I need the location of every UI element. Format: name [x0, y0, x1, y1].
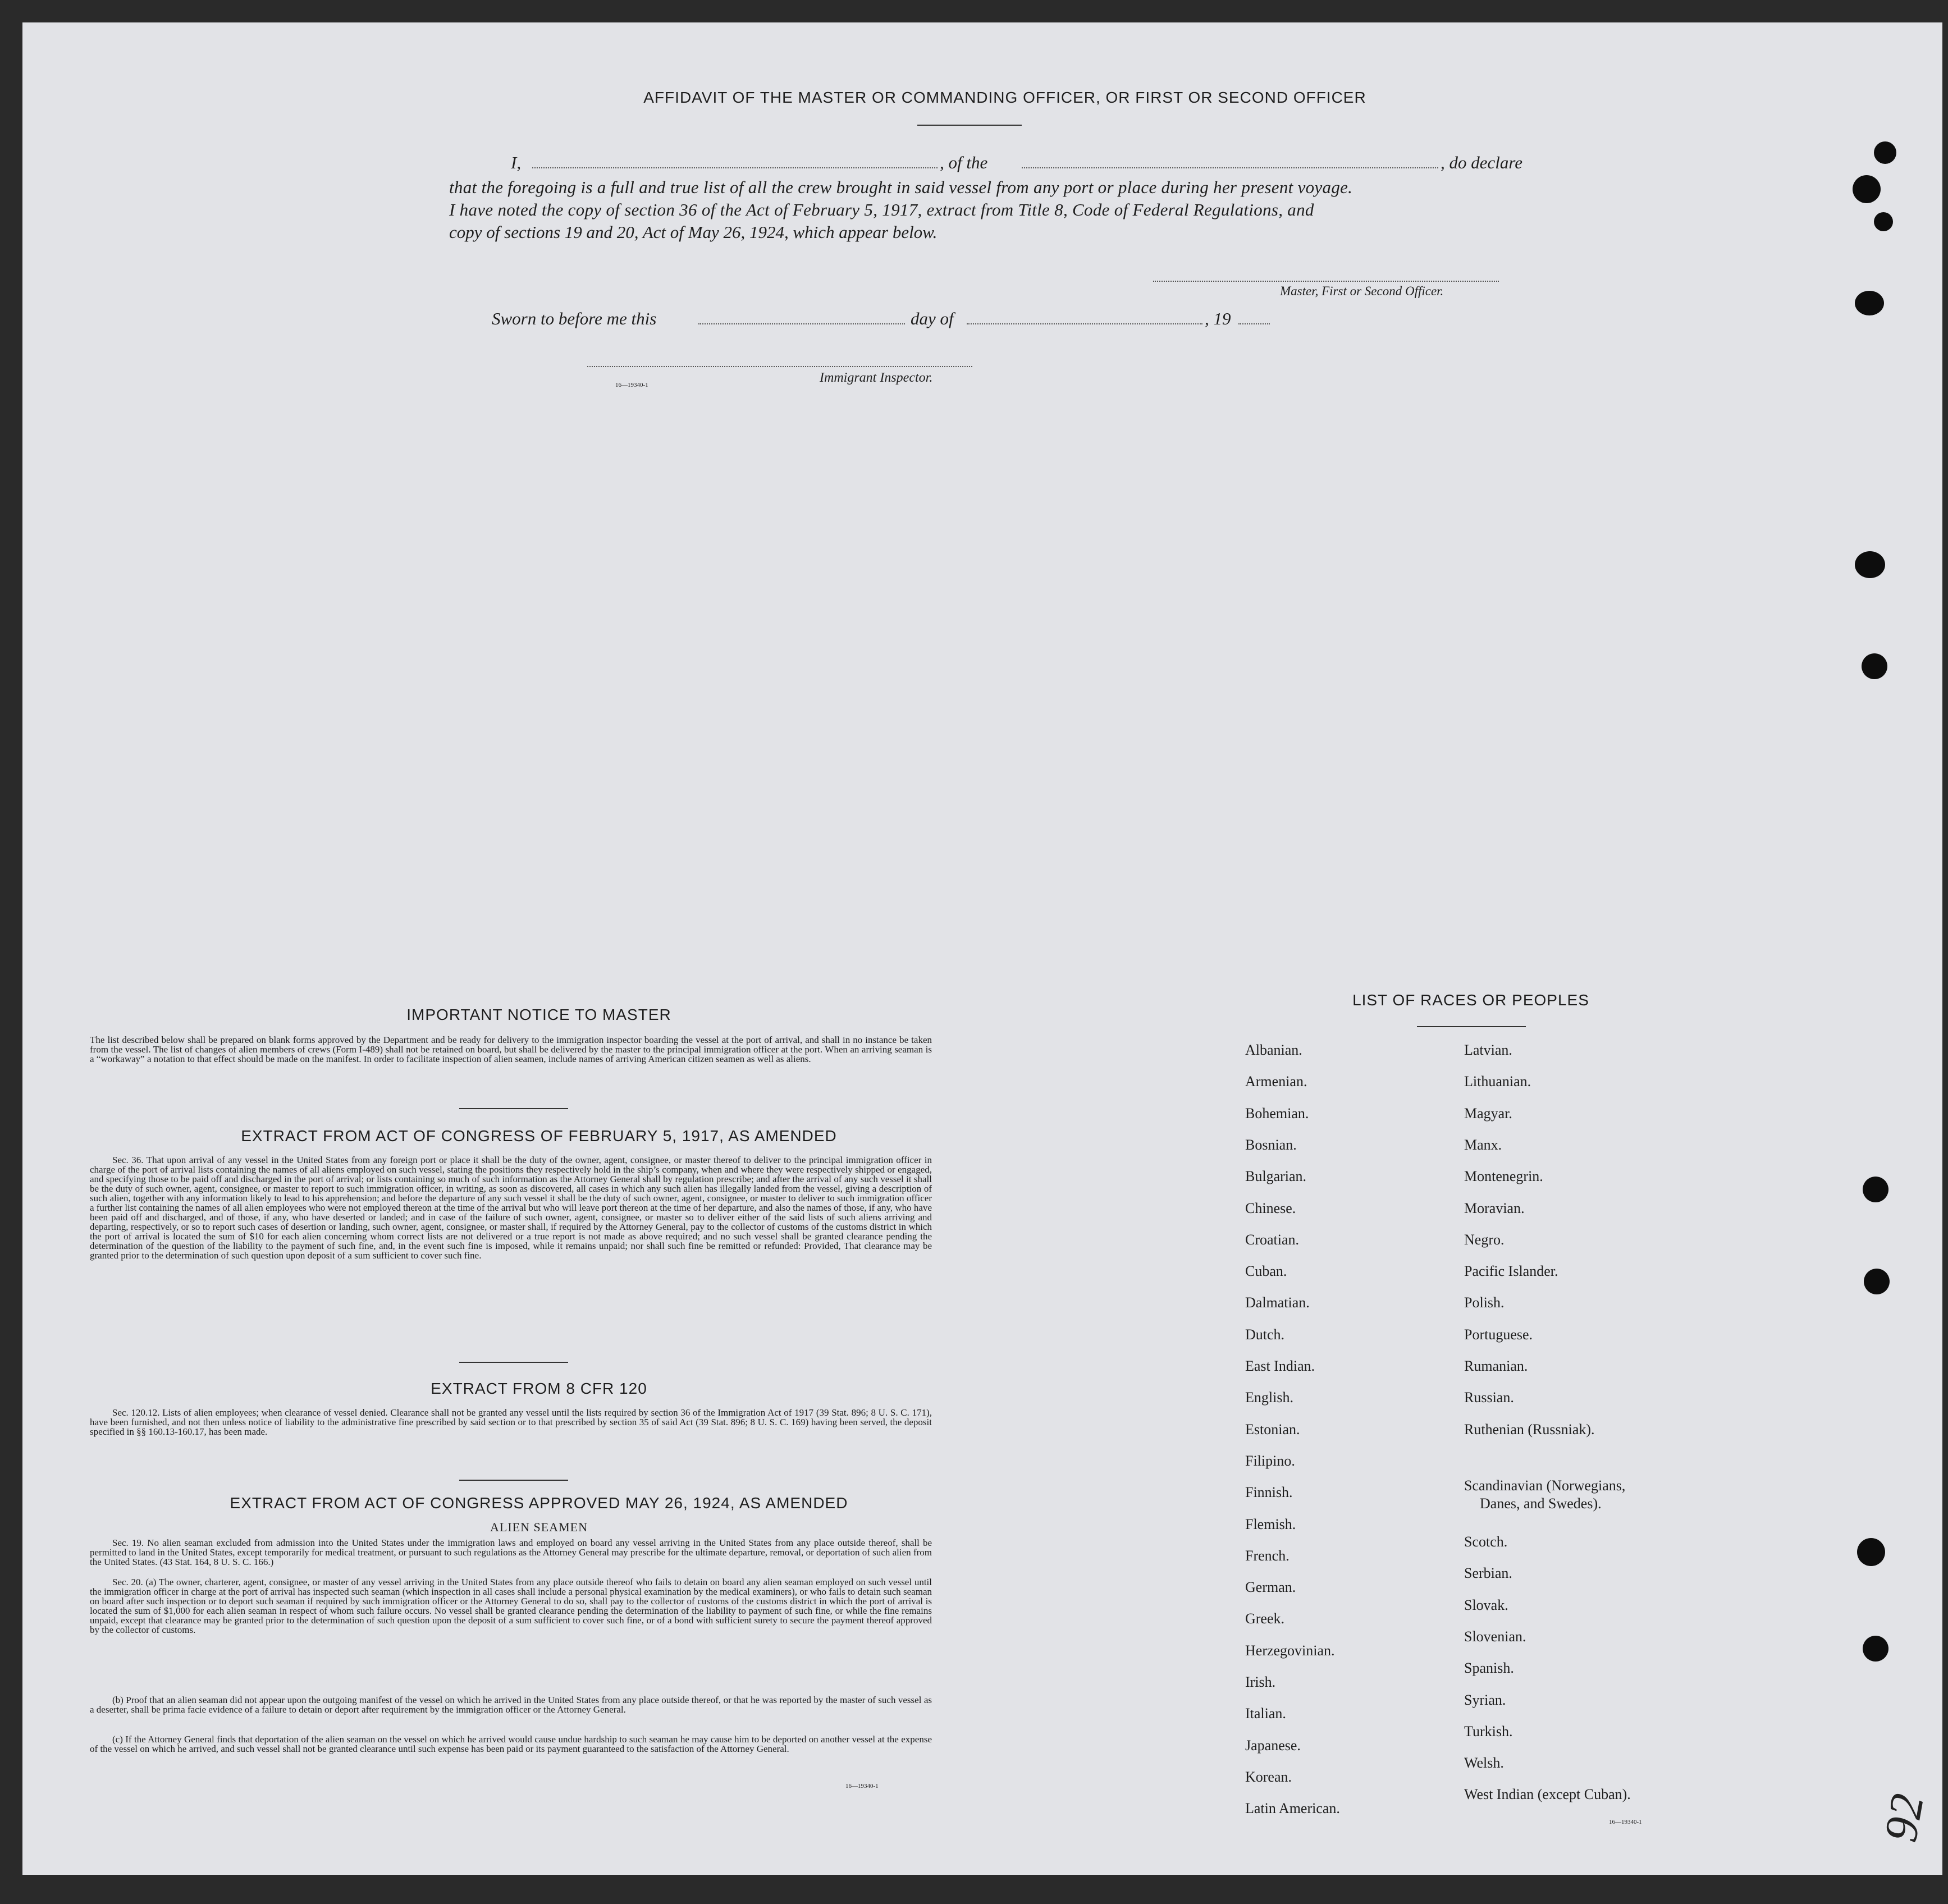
name-field[interactable]: [532, 167, 938, 168]
handwritten-page-number: 92: [1874, 1790, 1935, 1846]
race-item: Syrian.: [1464, 1691, 1506, 1708]
master-signature-line[interactable]: [1153, 281, 1499, 282]
binder-hole: [1863, 1177, 1888, 1202]
race-item: Serbian.: [1464, 1565, 1512, 1582]
race-item: Danes, and Swedes).: [1480, 1495, 1602, 1512]
race-item: Polish.: [1464, 1294, 1505, 1311]
position-field[interactable]: [1022, 167, 1438, 168]
race-item: Bohemian.: [1245, 1105, 1309, 1122]
extract-1917-title: EXTRACT FROM ACT OF CONGRESS OF FEBRUARY 5, 1917, AS AMENDED: [241, 1127, 837, 1145]
binder-hole: [1855, 291, 1884, 315]
year-label: , 19: [1205, 309, 1231, 328]
race-item: Welsh.: [1464, 1755, 1504, 1772]
race-item: Slovak.: [1464, 1596, 1508, 1613]
affidavit-line-3: I have noted the copy of section 36 of the Act of February 5, 1917, extract from Title 8, Code of Federal Regulations, and: [449, 200, 1314, 219]
affidavit-line-4: copy of sections 19 and 20, Act of May 26, 1924, which appear below.: [449, 222, 938, 242]
binder-hole: [1862, 653, 1887, 679]
race-item: Russian.: [1464, 1389, 1514, 1406]
title-underline: [917, 125, 1022, 126]
binder-hole: [1855, 551, 1885, 578]
race-item: Portuguese.: [1464, 1326, 1533, 1343]
affidavit-line-1: [483, 153, 1527, 175]
document-page: [22, 22, 1942, 1875]
sworn-line: [483, 309, 1302, 331]
extract-cfr-title: EXTRACT FROM 8 CFR 120: [431, 1380, 647, 1397]
race-item: Spanish.: [1464, 1660, 1514, 1677]
sec-20a-text: Sec. 20. (a) The owner, charterer, agent, consignee, or master of any vessel arriving in the United States from any place outside thereof who fails to detain on board any alien seaman employed on such vessel until the immigration officer in charge at the port of arrival has inspected such seaman (which inspection in all cases shall include a personal physical examination by the medical examiners), or who fails to detain such seaman on board after such inspection or to deport such seaman if required by such immigration officer or the Attorney General to do so, shall pay to the collector of customs of the customs district in which the port of arrival is located the sum of $1,000 for each alien seaman in respect of whom such failure occurs. No vessel shall be granted clearance pending the determination of the liability to payment of such fine, or while the fine remains unpaid, except that clearance may be granted prior to the determination of such question upon the deposit of a sum sufficient to cover such fine, or of a bond with sufficient surety to secure the payment thereof approved by the collector of customs.: [90, 1577, 932, 1635]
race-item: Chinese.: [1245, 1200, 1296, 1216]
race-item: Cuban.: [1245, 1263, 1287, 1280]
race-item: Slovenian.: [1464, 1628, 1526, 1645]
race-item: Manx.: [1464, 1136, 1502, 1153]
race-item: East Indian.: [1245, 1358, 1315, 1374]
race-item: Pacific Islander.: [1464, 1263, 1558, 1280]
binder-hole: [1864, 1269, 1890, 1294]
race-item: Negro.: [1464, 1231, 1505, 1248]
affidavit-title: AFFIDAVIT OF THE MASTER OR COMMANDING OFFICER, OR FIRST OR SECOND OFFICER: [643, 89, 1366, 106]
race-item: Latin American.: [1245, 1800, 1340, 1817]
race-item: Greek.: [1245, 1610, 1285, 1627]
extract-1917-divider: [459, 1362, 568, 1363]
race-item: Scotch.: [1464, 1534, 1508, 1550]
race-item: Dutch.: [1245, 1326, 1285, 1343]
race-item: Flemish.: [1245, 1516, 1296, 1532]
extract-cfr-divider: [459, 1480, 568, 1481]
race-item: German.: [1245, 1579, 1296, 1596]
race-item: Magyar.: [1464, 1105, 1512, 1122]
race-item: Rumanian.: [1464, 1358, 1528, 1374]
sworn-label: Sworn to before me this: [492, 309, 657, 328]
sec-20b-text: (b) Proof that an alien seaman did not appear upon the outgoing manifest of the vessel on which he arrived in the United States from any place outside thereof, or that he was reported by the master of such vessel as a deserter, shall be prima facie evidence of a failure to detain or deport after requirement by the immigration officer or the Attorney General.: [90, 1695, 932, 1715]
extract-cfr-text: Sec. 120.12. Lists of alien employees; when clearance of vessel denied. Clearance shall not be granted any vessel until the lists required by section 36 of the Immigration Act of 1917 (39 Stat. 896; 8 U. S. C. 171), have been furnished, and not then unless notice of liability to the administrative fine prescribed by said section or to that prescribed by section 35 of said Act (39 Stat. 896; 8 U. S. C. 169) having been served, the deposit specified in §§ 160.13-160.17, has been made.: [90, 1407, 932, 1437]
alien-seamen-subtitle: ALIEN SEAMEN: [490, 1520, 588, 1534]
inspector-label: Immigrant Inspector.: [820, 370, 933, 385]
binder-hole: [1874, 141, 1896, 164]
race-item: Filipino.: [1245, 1452, 1295, 1469]
race-item: Irish.: [1245, 1674, 1276, 1690]
race-item: Latvian.: [1464, 1042, 1512, 1058]
inspector-signature-line[interactable]: [587, 366, 972, 367]
master-signature-label: Master, First or Second Officer.: [1280, 284, 1444, 298]
sworn-month-field[interactable]: [967, 323, 1202, 324]
affidavit-declare: , do declare: [1441, 153, 1523, 172]
race-item: Montenegrin.: [1464, 1168, 1543, 1185]
race-item: West Indian (except Cuban).: [1464, 1786, 1631, 1803]
race-item: Finnish.: [1245, 1484, 1293, 1501]
race-item: Albanian.: [1245, 1042, 1302, 1058]
race-item: Croatian.: [1245, 1231, 1300, 1248]
extract-form-number: 16—19340-1: [845, 1783, 879, 1789]
race-item: French.: [1245, 1547, 1289, 1564]
affidavit-line-2: that the foregoing is a full and true list of all the crew brought in said vessel from any port or place during her present voyage.: [449, 177, 1353, 197]
race-item: Lithuanian.: [1464, 1073, 1531, 1090]
race-item: Estonian.: [1245, 1421, 1300, 1438]
day-of-label: day of: [911, 309, 954, 328]
races-title-underline: [1417, 1026, 1526, 1027]
race-item: Italian.: [1245, 1705, 1286, 1722]
sworn-day-field[interactable]: [698, 323, 905, 324]
race-item: Herzegovinian.: [1245, 1642, 1335, 1659]
race-item: English.: [1245, 1389, 1293, 1406]
race-item: Turkish.: [1464, 1723, 1513, 1740]
notice-divider: [459, 1108, 568, 1109]
race-item: Ruthenian (Russniak).: [1464, 1421, 1595, 1438]
sec-20c-text: (c) If the Attorney General finds that deportation of the alien seaman on the vessel on which he arrived would cause undue hardship to such seaman he may cause him to be deported on another vessel at the expense of the vessel on which he arrived, and such vessel shall not be granted clearance until such expense has been paid or its payment guaranteed to the satisfaction of the Attorney General.: [90, 1734, 932, 1754]
race-item: Korean.: [1245, 1768, 1292, 1785]
binder-hole: [1857, 1538, 1885, 1566]
sworn-year-field[interactable]: [1238, 323, 1270, 324]
sec-19-text: Sec. 19. No alien seaman excluded from admission into the United States under the immigration laws and employed on board any vessel arriving in the United States from any place outside thereof, shall be permitted to land in the United States, except temporarily for medical treatment, or pursuant to such regulations as the Attorney General may prescribe for the ultimate departure, removal, or deportation of such alien from the United States. (43 Stat. 164, 8 U. S. C. 166.): [90, 1537, 932, 1567]
affidavit-form-number: 16—19340-1: [615, 382, 648, 388]
race-item: Moravian.: [1464, 1200, 1525, 1216]
race-item: Japanese.: [1245, 1737, 1301, 1754]
affidavit-of-the: , of the: [940, 153, 988, 172]
binder-hole: [1853, 175, 1881, 203]
race-item: Bosnian.: [1245, 1136, 1297, 1153]
affidavit-i: I,: [511, 153, 522, 172]
notice-title: IMPORTANT NOTICE TO MASTER: [406, 1006, 671, 1023]
binder-hole: [1874, 212, 1893, 231]
extract-1924-title: EXTRACT FROM ACT OF CONGRESS APPROVED MAY 26, 1924, AS AMENDED: [230, 1494, 848, 1512]
extract-1917-text: Sec. 36. That upon arrival of any vessel in the United States from any foreign port or place it shall be the duty of the owner, agent, consignee, or master thereof to deliver to the principal immigration officer in charge of the port of arrival lists containing the names of all aliens employed on such vessel, stating the positions they respectively hold in the ship’s company, when and where they were respectively shipped or engaged, and specifying those to be paid off and discharged in the port of arrival; or lists containing so much of such information as the Attorney General shall by regulation prescribe; and after the arrival of any such vessel it shall be the duty of such owner, agent, consignee, or master to report to such immigration officer, in writing, as soon as discovered, all cases in which any such alien has illegally landed from the vessel, giving a description of such alien, together with any information likely to lead to his apprehension; and before the departure of any such vessel it shall be the duty of such owner, agent, consignee, or master to deliver to such immigration officer a further list containing the names of all alien employees who were not employed thereon at the time of the arrival but who will leave port thereon at the time of her departure, and also the names of those, if any, who have been paid off and discharged, and of those, if any, who have deserted or landed; and in case of the failure of such owner, agent, consignee, or master so to deliver either of the said lists of such aliens arriving and departing, respectively, or so to report such cases of desertion or landing, such owner, agent, consignee, or master shall, if required by the Attorney General, pay to the collector of customs of the customs district in which the port of arrival is located the sum of $10 for each alien concerning whom correct lists are not delivered or a true report is not made as above required; and no such vessel shall be granted clearance pending the determination of the question of the liability to the payment of such fine, and, in the event such fine is imposed, while it remains unpaid; nor shall such fine be remitted or refunded: Provided, That clearance may be granted prior to the determination of such question upon deposit of a sum sufficient to cover such fine.: [90, 1155, 932, 1261]
races-title: LIST OF RACES OR PEOPLES: [1352, 991, 1589, 1009]
race-item: Bulgarian.: [1245, 1168, 1307, 1185]
binder-hole: [1863, 1636, 1888, 1662]
race-item: Armenian.: [1245, 1073, 1307, 1090]
races-form-number: 16—19340-1: [1609, 1819, 1642, 1825]
notice-text: The list described below shall be prepared on blank forms approved by the Department and be ready for delivery to the immigration inspector boarding the vessel at the port of arrival, and shall in no instance be taken from the vessel. The list of changes of alien members of crews (Form I-489) shall not be retained on board, but shall be delivered by the master to the principal immigration officer at the port. When an arriving seaman is a “workaway” a notation to that effect should be made on the manifest. In order to facilitate inspection of alien seamen, include names of arriving American citizen seamen as well as aliens.: [90, 1035, 932, 1064]
race-item: Scandinavian (Norwegians,: [1464, 1477, 1626, 1494]
race-item: Dalmatian.: [1245, 1294, 1310, 1311]
